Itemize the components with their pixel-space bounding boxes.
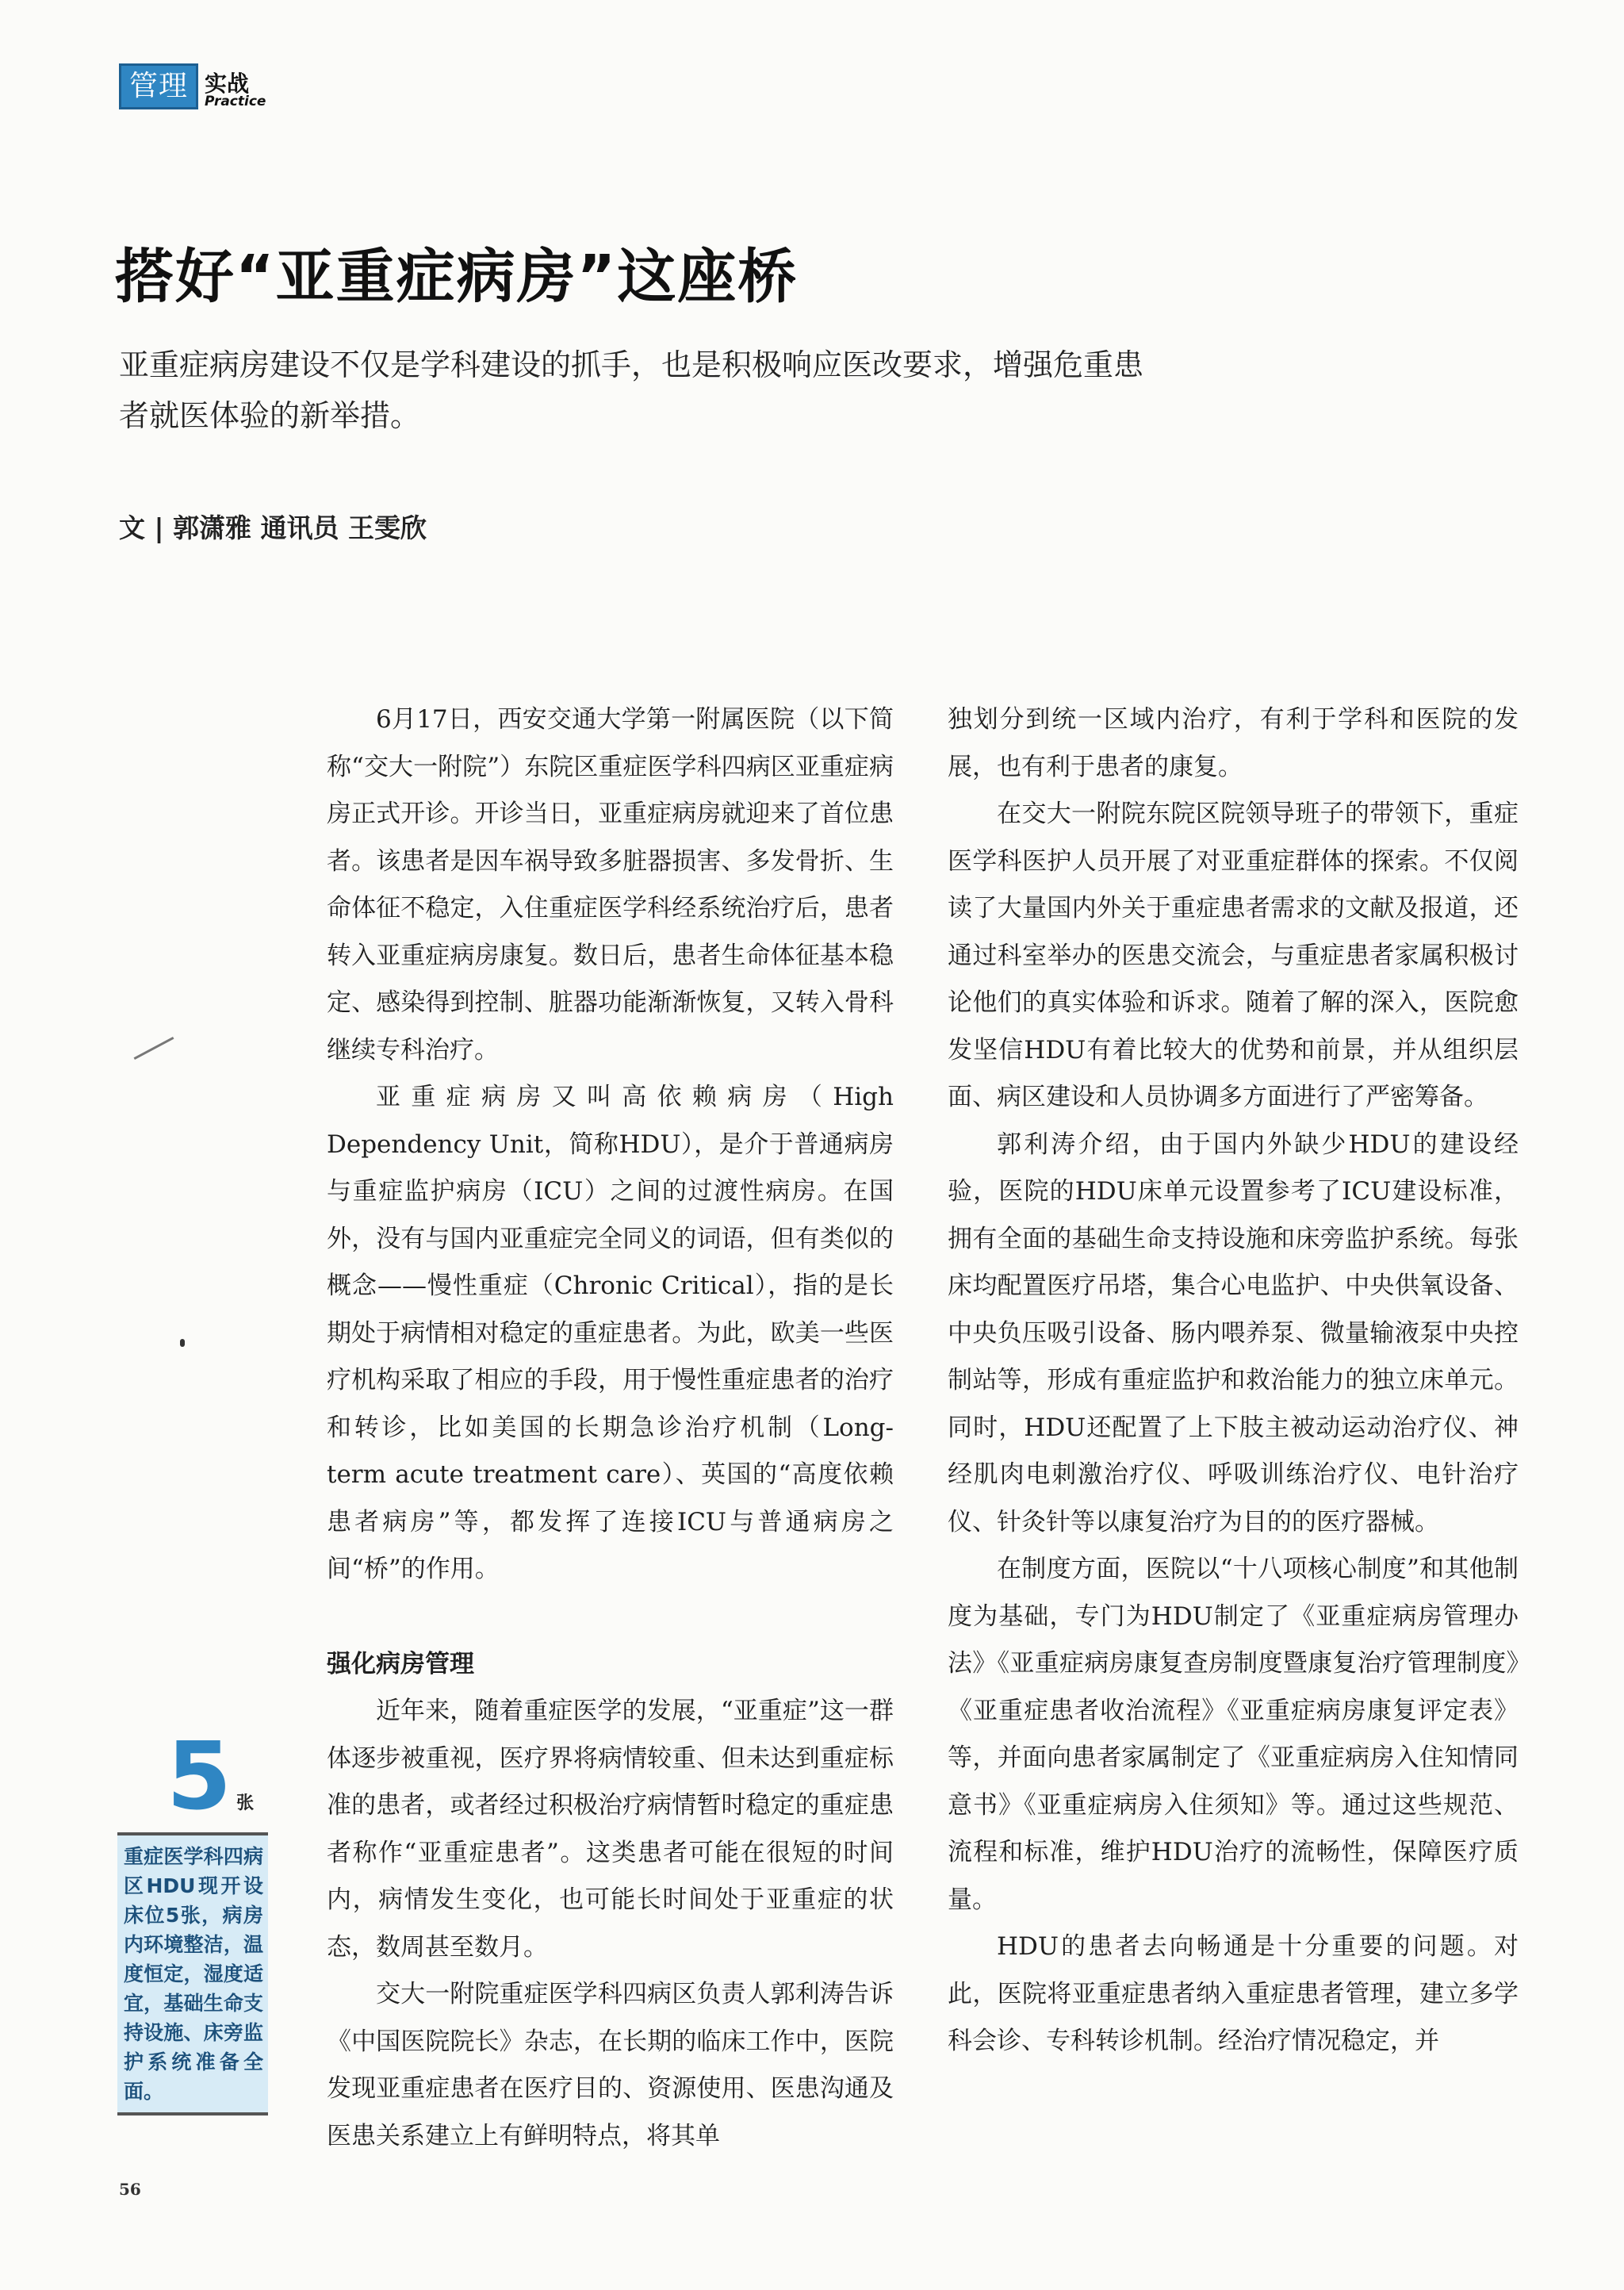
- paragraph: 交大一附院重症医学科四病区负责人郭利涛告诉《中国医院院长》杂志，在长期的临床工作中，医院发现亚重症患者在医疗目的、资源使用、医患沟通及医患关系建立上有鲜明特点，将其单: [327, 1980, 894, 2150]
- section-logo-box: 管理: [119, 63, 198, 109]
- ink-dot-decoration: [180, 1339, 185, 1347]
- sidebar-unit: 张: [236, 1793, 255, 1813]
- article-subtitle: 亚重症病房建设不仅是学科建设的抓手，也是积极响应医改要求，增强危重患者就医体验的新举措。: [119, 347, 1144, 433]
- paragraph: 6月17日，西安交通大学第一附属医院（以下简称“交大一附院”）东院区重症医学科四病区亚重症病房正式开诊。开诊当日，亚重症病房就迎来了首位患者。该患者是因车祸导致多脏器损害、多发骨折、生命体征不稳定，入住重症医学科经系统治疗后，患者转入亚重症病房康复。数日后，患者生命体征基本稳定、感染得到控制、脏器功能渐渐恢复，又转入骨科继续专科治疗。: [327, 705, 894, 1064]
- paragraph: 郭利涛介绍，由于国内外缺少HDU的建设经验，医院的HDU床单元设置参考了ICU建设标准，拥有全面的基础生命支持设施和床旁监护系统。每张床均配置医疗吊塔，集合心电监护、中央供氧设备、中央负压吸引设备、肠内喂养泵、微量输液泵中央控制站等，形成有重症监护和救治能力的独立床单元。同时，HDU还配置了上下肢主被动运动治疗仪、神经肌肉电刺激治疗仪、呼吸训练治疗仪、电针治疗仪、针灸针等以康复治疗为目的的医疗器械。: [948, 1130, 1519, 1536]
- article-byline: 文 | 郭潇雅 通讯员 王雯欣: [119, 512, 427, 543]
- paragraph: 在交大一附院东院区院领导班子的带领下，重症医学科医护人员开展了对亚重症群体的探索。不仅阅读了大量国内外关于重症患者需求的文献及报道，还通过科室举办的医患交流会，与重症患者家属积极讨论他们的真实体验和诉求。随着了解的深入，医院愈发坚信HDU有着比较大的优势和前景，并从组织层面、病区建设和人员协调多方面进行了严密筹备。: [948, 800, 1519, 1111]
- magazine-section-logo: [119, 63, 266, 109]
- left-text-column: [327, 696, 894, 2160]
- pen-mark-decoration: [134, 1037, 174, 1060]
- paragraph: 近年来，随着重症医学的发展，“亚重症”这一群体逐步被重视，医疗界将病情较重、但未达到重症标准的患者，或者经过积极治疗病情暂时稳定的重症患者称作“亚重症患者”。这类患者可能在很短的时间内，病情发生变化，也可能长时间处于亚重症的状态，数周甚至数月。: [327, 1697, 894, 1962]
- sidebar-fact-box: [117, 1721, 268, 2115]
- page-number: 56: [119, 2180, 141, 2199]
- section-heading: 强化病房管理: [327, 1649, 474, 1678]
- section-logo-en: Practice: [205, 94, 266, 110]
- section-logo-side: [205, 72, 266, 109]
- sidebar-caption: 重症医学科四病区HDU现开设床位5张，病房内环境整洁，温度恒定，湿度适宜，基础生命支持设施、床旁监护系统准备全面。: [117, 1832, 268, 2115]
- paragraph: 独划分到统一区域内治疗，有利于学科和医院的发展，也有利于患者的康复。: [948, 705, 1519, 781]
- section-logo-cn: 实战: [205, 70, 250, 97]
- article-title: 搭好“亚重症病房”这座桥: [115, 243, 799, 311]
- right-text-column: [948, 696, 1519, 2066]
- paragraph: 亚重症病房又叫高依赖病房（High Dependency Unit，简称HDU），是介于普通病房与重症监护病房（ICU）之间的过渡性病房。在国外，没有与国内亚重症完全同义的词语，但有类似的概念——慢性重症（Chronic Critical），指的是长期处于病情相对稳定的重症患者。为此，欧美一些医疗机构采取了相应的手段，用于慢性重症患者的治疗和转诊，比如美国的长期急诊治疗机制（Long-term acute treatment care）、英国的“高度依赖患者病房”等，都发挥了连接ICU与普通病房之间“桥”的作用。: [327, 1083, 894, 1583]
- paragraph: HDU的患者去向畅通是十分重要的问题。对此，医院将亚重症患者纳入重症患者管理，建立多学科会诊、专科转诊机制。经治疗情况稳定，并: [948, 1932, 1519, 2055]
- paragraph: 在制度方面，医院以“十八项核心制度”和其他制度为基础，专门为HDU制定了《亚重症病房管理办法》《亚重症病房康复查房制度暨康复治疗管理制度》《亚重症患者收治流程》《亚重症病房康复评定表》等，并面向患者家属制定了《亚重症病房入住知情同意书》《亚重症病房入住须知》等。通过这些规范、流程和标准，维护HDU治疗的流畅性，保障医疗质量。: [948, 1555, 1519, 1914]
- sidebar-number: 5: [167, 1721, 232, 1831]
